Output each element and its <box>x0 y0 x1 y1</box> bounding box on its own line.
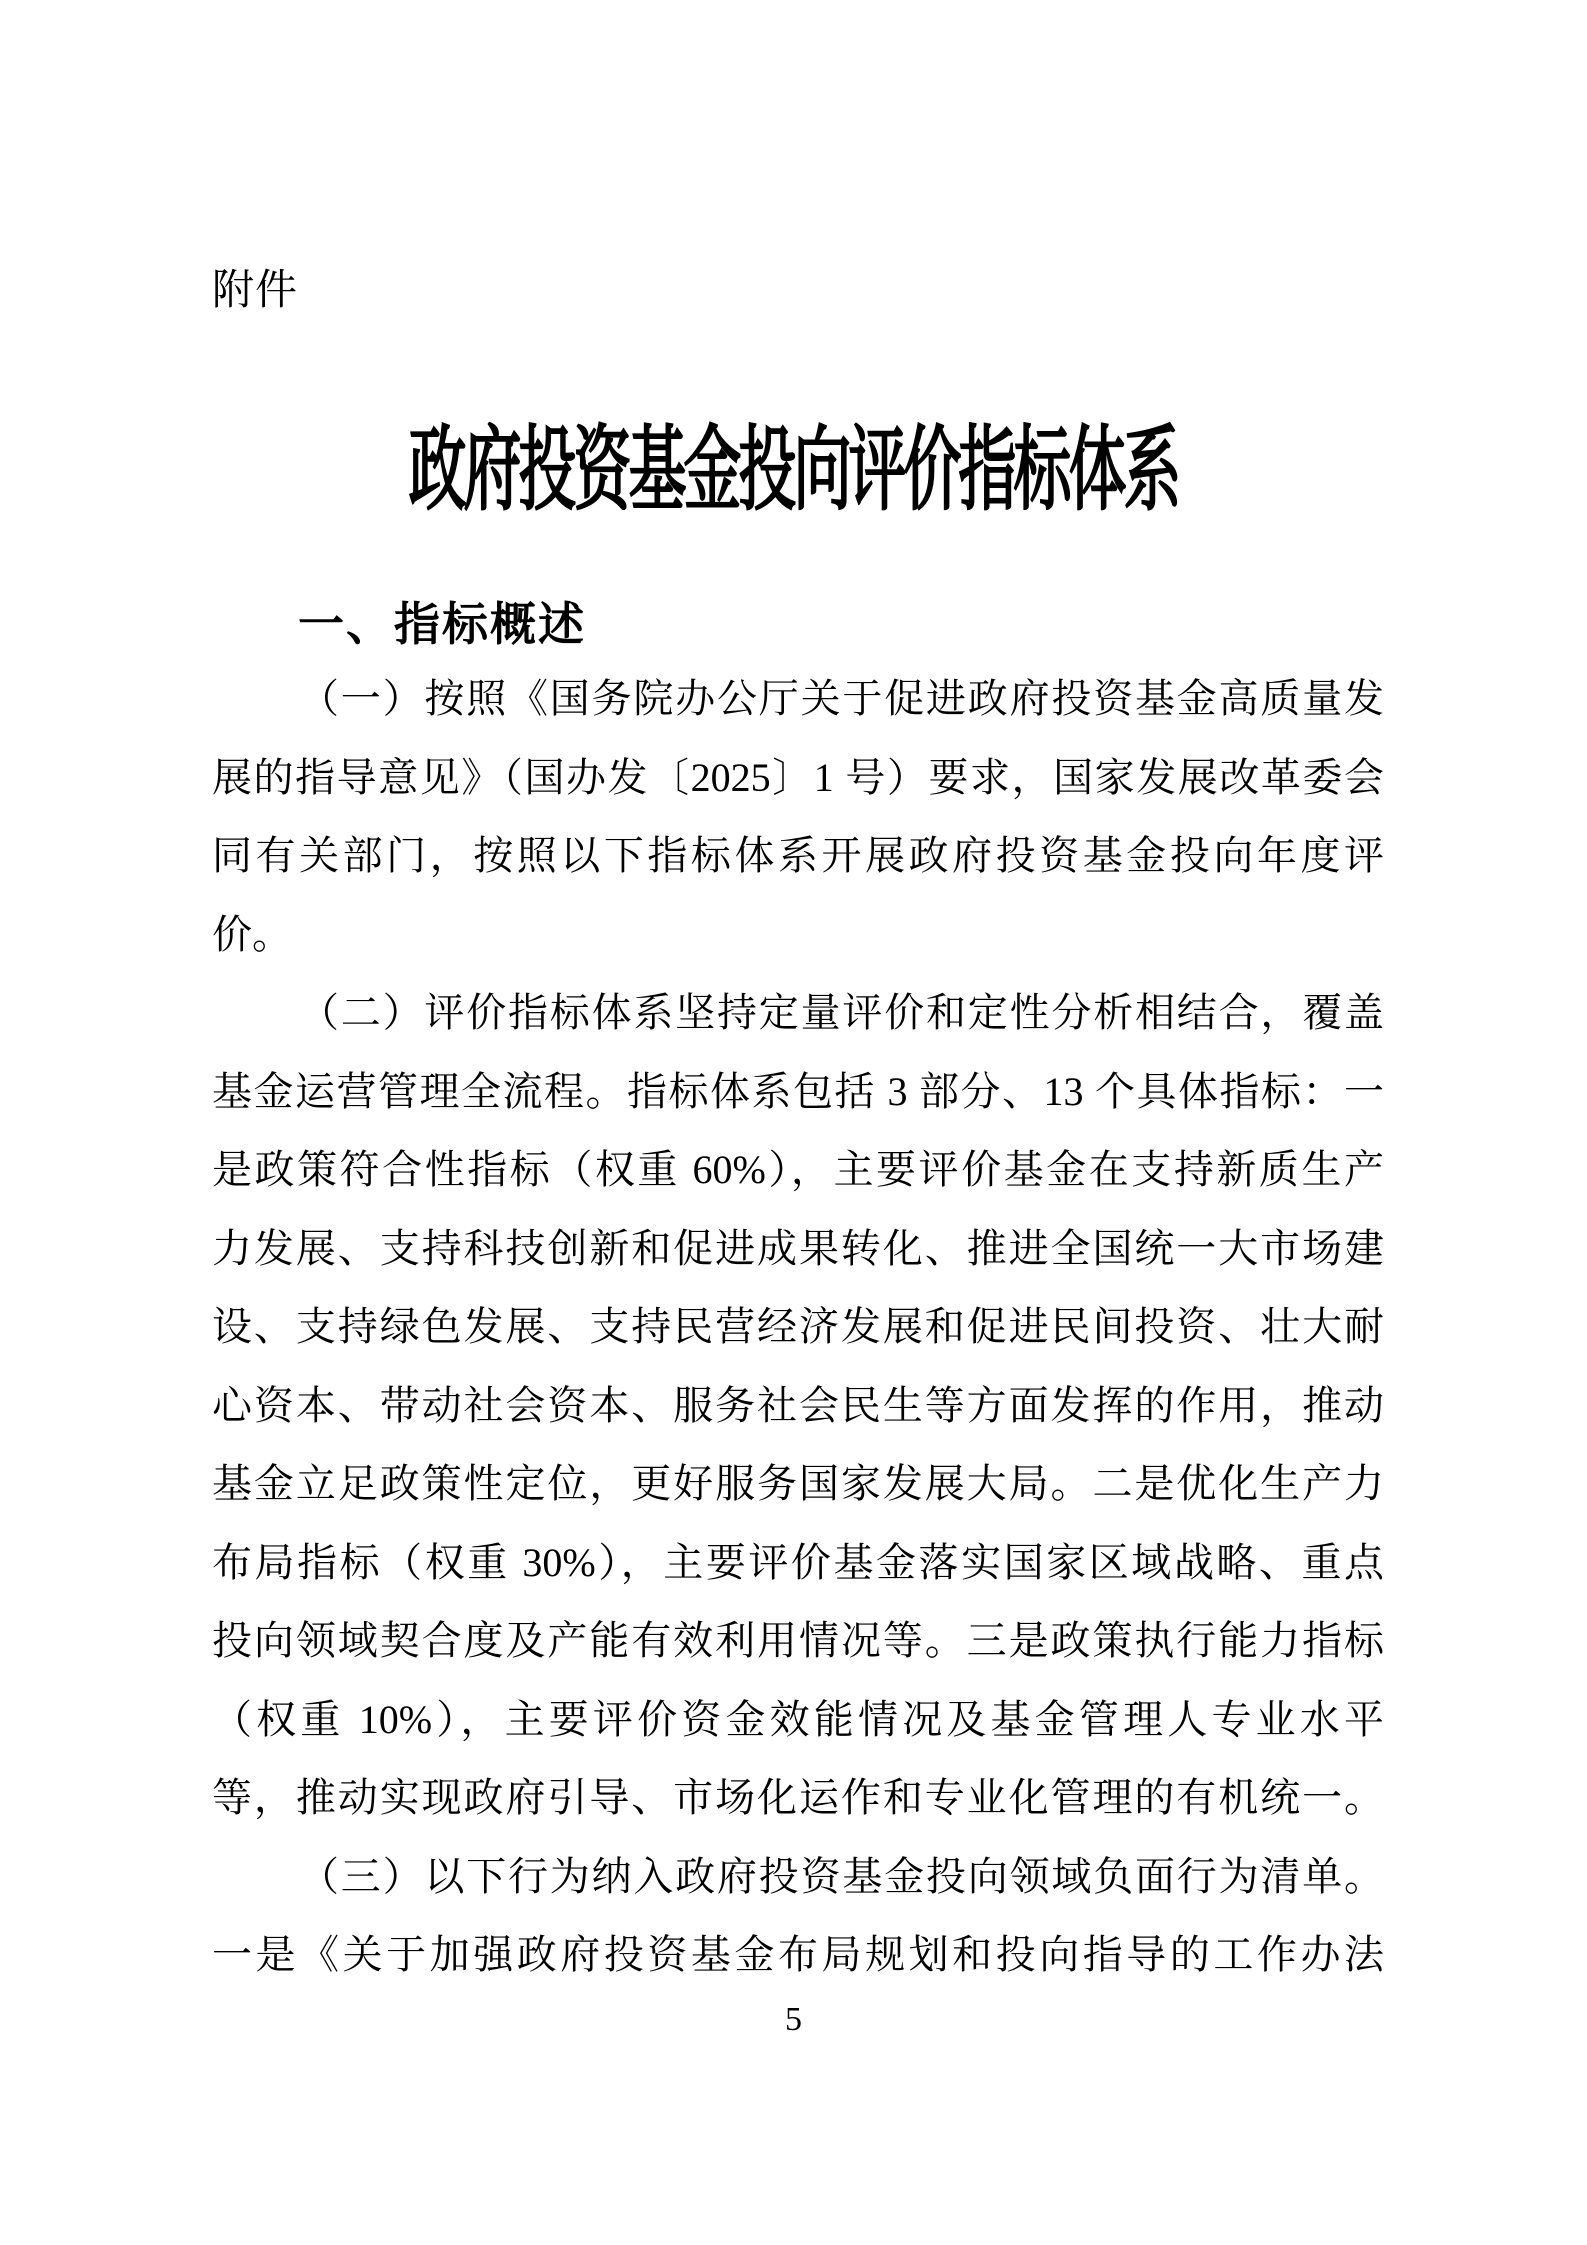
body-line: 力发展、支持科技创新和促进成果转化、推进全国统一大市场建 <box>212 1225 1384 1271</box>
body-text <box>212 660 1384 1995</box>
body-line: 同有关部门，按照以下指标体系开展政府投资基金投向年度评 <box>212 833 1384 878</box>
body-line: 布局指标（权重 30%），主要评价基金落实国家区域战略、重点 <box>212 1539 1384 1585</box>
attachment-label: 附件 <box>212 266 299 313</box>
body-line: （权重 10%），主要评价资金效能情况及基金管理人专业水平 <box>212 1696 1384 1742</box>
body-line: 一是《关于加强政府投资基金布局规划和投向指导的工作办法 <box>212 1932 1384 1977</box>
page-number: 5 <box>785 2001 802 2038</box>
document-title: 政府投资基金投向评价指标体系 <box>408 418 1179 523</box>
body-line: （一）按照《国务院办公厅关于促进政府投资基金高质量发 <box>299 676 1384 721</box>
document-title-row <box>0 418 1587 523</box>
body-line: 设、支持绿色发展、支持民营经济发展和促进民间投资、壮大耐 <box>212 1304 1384 1349</box>
body-line: 基金立足政策性定位，更好服务国家发展大局。二是优化生产力 <box>212 1461 1384 1506</box>
body-line: 是政策符合性指标（权重 60%），主要评价基金在支持新质生产 <box>212 1147 1384 1192</box>
body-line: 投向领域契合度及产能有效利用情况等。三是政策执行能力指标 <box>212 1618 1384 1663</box>
body-line: 等，推动实现政府引导、市场化运作和专业化管理的有机统一。 <box>212 1775 1384 1820</box>
body-line: 展的指导意见》（国办发〔2025〕1 号）要求，国家发展改革委会 <box>212 754 1384 800</box>
body-line: 价。 <box>212 911 292 957</box>
body-line: （二）评价指标体系坚持定量评价和定性分析相结合，覆盖 <box>299 990 1384 1035</box>
section-heading-overview: 一、指标概述 <box>298 598 586 650</box>
body-line: 心资本、带动社会资本、服务社会民生等方面发挥的作用，推动 <box>212 1382 1384 1428</box>
body-line: （三）以下行为纳入政府投资基金投向领域负面行为清单。 <box>299 1853 1384 1899</box>
body-line: 基金运营管理全流程。指标体系包括 3 部分、13 个具体指标：一 <box>212 1068 1384 1114</box>
